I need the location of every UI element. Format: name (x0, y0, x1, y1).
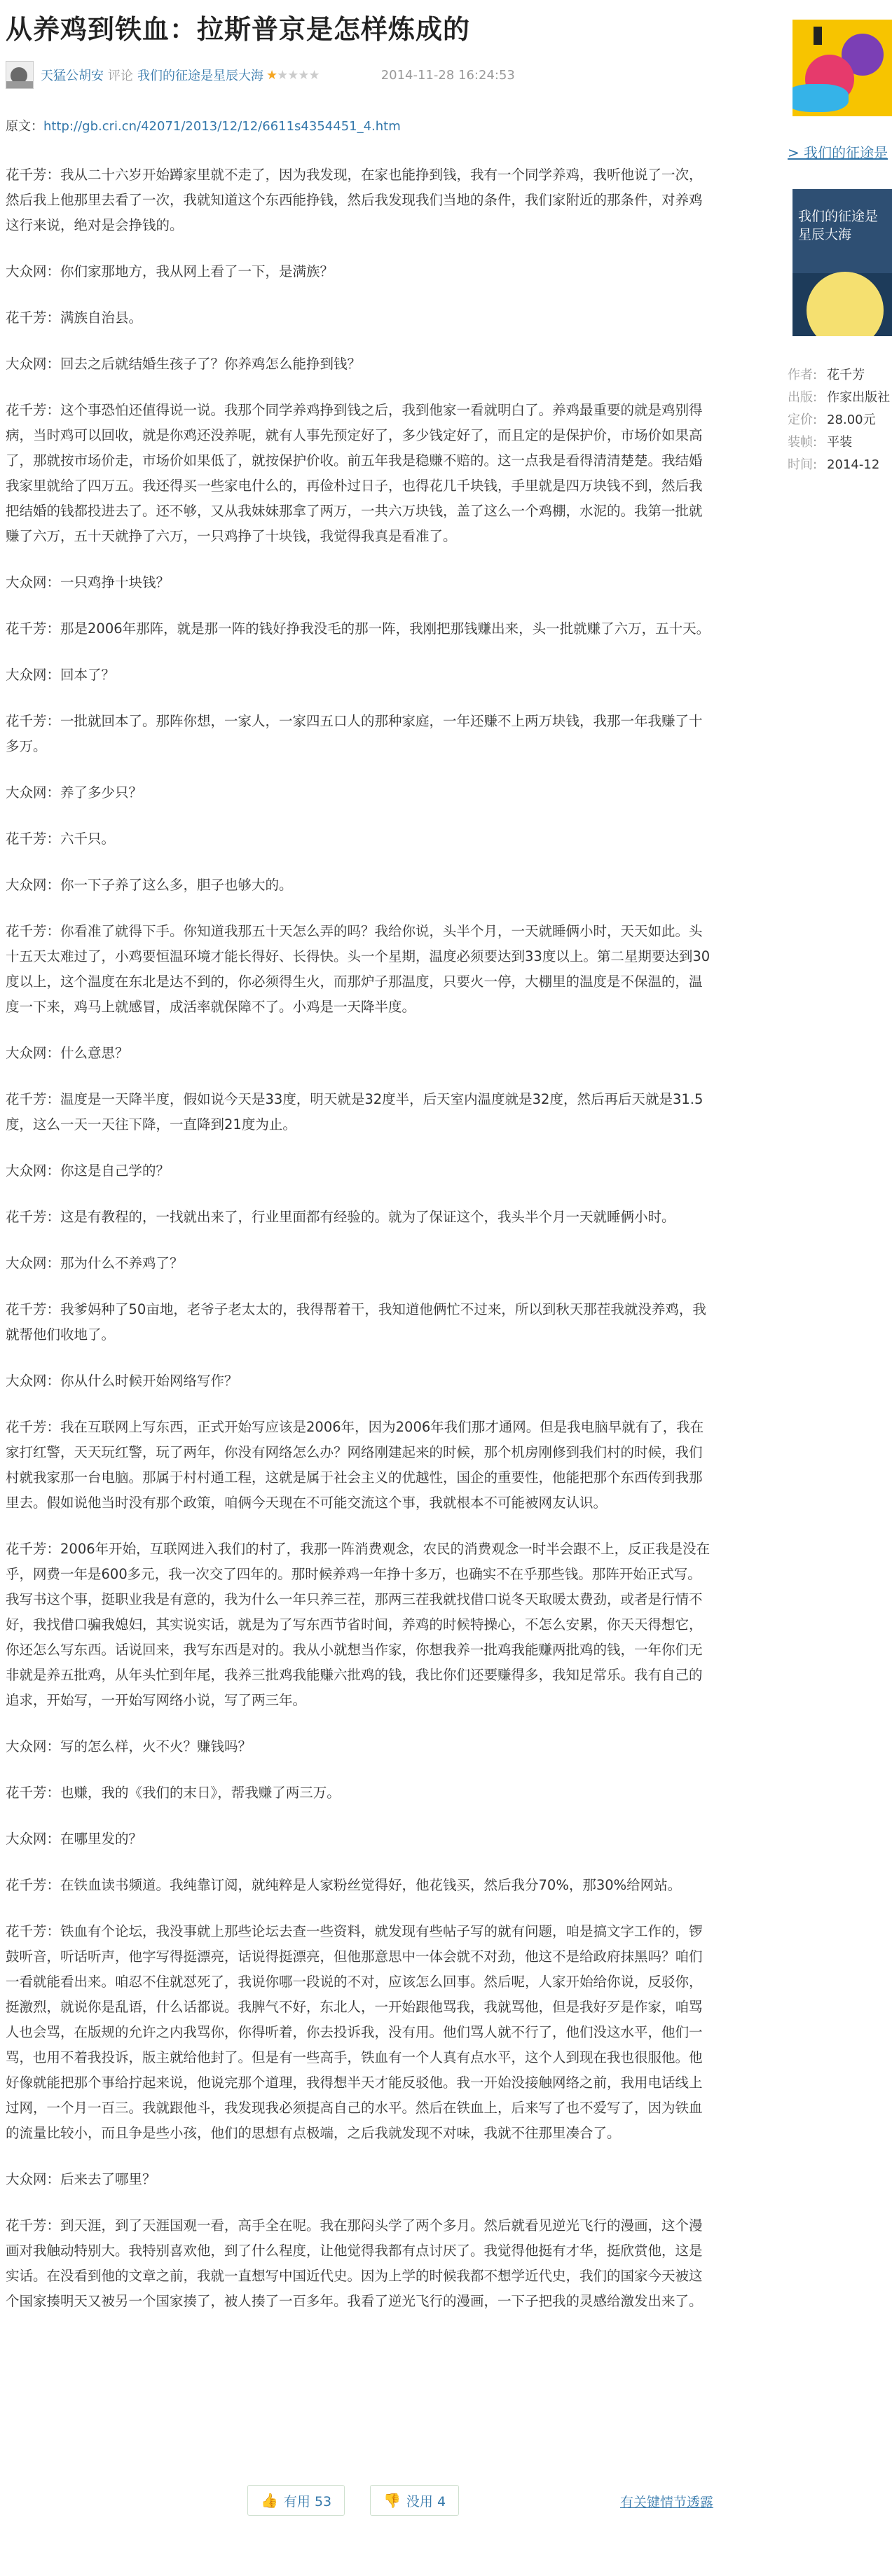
review-paragraph: 大众网：你这是自己学的？ (6, 1163, 170, 1179)
review-paragraph: 花千芳：这个事恐怕还值得说一说。我那个同学养鸡挣到钱之后，我到他家一看就明白了。养鸡最重要的就是鸡别得病，当时鸡可以回收，就是你鸡还没养呢，就有人事先预定好了，多少钱定好了，而且定的是保护价，市场价如果高了，那就按市场价走，市场价如果低了，就按保护价收。前五年我是稳赚不赔的。这一点我是看得清清楚楚。我结婚我家里就给了四万五。我还得买一些家电什么的，再俭朴过日子，也得花几千块钱，手里就是四万块钱不到，然后我把结婚的钱都投进去了。还不够，又从我妹妹那拿了两万，一共六万块钱，盖了这么一个鸡棚，水泥的。我第一批就赚了六万，五十天就挣了六万，一只鸡挣了十块钱，我觉得我真是看准了。 (6, 402, 703, 544)
useful-label: 有用 53 (283, 2493, 332, 2509)
info-row: 定价: 28.00元 (788, 413, 876, 427)
star-on-icon: ★ (266, 67, 277, 83)
review-paragraph: 大众网：你从什么时候开始网络写作？ (6, 1373, 238, 1389)
review-paragraph: 大众网：你们家那地方，我从网上看了一下，是满族？ (6, 263, 334, 279)
review-paragraph: 大众网：一只鸡挣十块钱？ (6, 574, 170, 590)
original-label: 原文： (6, 119, 43, 134)
info-row: 时间: 2014-12 (788, 457, 880, 472)
review-main (6, 0, 713, 2335)
review-paragraph: 大众网：你一下子养了这么多，胆子也够大的。 (6, 877, 293, 893)
review-content (6, 162, 713, 2314)
cover-title-line1: 我们的征途是 (798, 209, 879, 224)
star-off-icon: ★★★★ (277, 67, 320, 83)
avatar[interactable] (6, 61, 34, 89)
review-meta (6, 60, 713, 90)
review-paragraph: 花千芳：那是2006年那阵，就是那一阵的钱好挣我没毛的那一阵，我刚把那钱赚出来，头一批就赚了六万，五十天。 (6, 621, 711, 637)
original-source (6, 116, 713, 134)
review-paragraph: 花千芳：温度是一天降半度，假如说今天是33度，明天就是32度半，后天室内温度就是32度，然后再后天就是31.5度，这么一天一天往下降，一直降到21度为止。 (6, 1091, 704, 1133)
review-paragraph: 大众网：养了多少只？ (6, 784, 143, 801)
review-date: 2014-11-28 16:24:53 (380, 67, 515, 83)
review-paragraph: 大众网：写的怎么样，火不火？赚钱吗？ (6, 1738, 252, 1754)
review-paragraph: 大众网：在哪里发的？ (6, 1831, 143, 1847)
review-paragraph: 花千芳：六千只。 (6, 831, 116, 847)
review-paragraph: 大众网：那为什么不养鸡了？ (6, 1255, 184, 1271)
review-paragraph: 花千芳：也赚，我的《我们的末日》，帮我赚了两三万。 (6, 1785, 341, 1801)
review-paragraph: 大众网：什么意思？ (6, 1045, 129, 1061)
sidebar-book-link[interactable]: > 我们的征途是 (788, 144, 888, 161)
thumbs-down-icon: 👎 (383, 2492, 401, 2509)
useful-button[interactable] (247, 2485, 345, 2516)
review-paragraph: 大众网：回本了？ (6, 667, 116, 683)
review-paragraph: 花千芳：我在互联网上写东西，正式开始写应该是2006年，因为2006年我们那才通网。但是我电脑早就有了，我在家打红警，天天玩红警，玩了两年，你没有网络怎么办？网络刚建起来的时候，那个机房刚修到我们村的时候，我们村就我家那一台电脑。那属于村村通工程，这就是属于社会主义的优越性，国企的重要性，他能把那个东西传到我那里去。假如说他当时没有那个政策，咱俩今天现在不可能交流这个事，我就根本不可能被网友认识。 (6, 1419, 704, 1511)
review-paragraph: 花千芳：到天涯，到了天涯国观一看，高手全在呢。我在那闷头学了两个多月。然后就看见逆光飞行的漫画，这个漫画对我触动特别大。我特别喜欢他，到了什么程度，让他觉得我都有点讨厌了。我觉得他挺有才华，挺欣赏他，这是实话。在没看到他的文章之前，我就一直想写中国近代史。因为上学的时候我都不想学近代史，我们的国家今天被这个国家揍明天又被另一个国家揍了，被人揍了一百多年。我看了逆光飞行的漫画，一下子把我的灵感给激发出来了。 (6, 2217, 703, 2309)
book-link[interactable]: 我们的征途是星辰大海 (137, 69, 263, 83)
useless-button[interactable] (370, 2485, 459, 2516)
review-paragraph: 花千芳：一批就回本了。那阵你想，一家人，一家四五口人的那种家庭，一年还赚不上两万块钱，我那一年我赚了十多万。 (6, 713, 703, 754)
review-paragraph: 花千芳：这是有教程的，一找就出来了，行业里面都有经验的。就为了保证这个，我头半个月一天就睡俩小时。 (6, 1209, 675, 1225)
cover-title-line2: 星辰大海 (798, 227, 852, 242)
review-paragraph: 大众网：后来去了哪里？ (6, 2171, 156, 2187)
review-paragraph: 花千芳：在铁血读书频道。我纯靠订阅，就纯粹是人家粉丝觉得好，他花钱买，然后我分70%，那30%给网站。 (6, 1877, 682, 1893)
ad-image[interactable] (792, 20, 892, 116)
book-info (788, 364, 890, 476)
review-footer (6, 2479, 713, 2521)
book-cover[interactable] (792, 189, 892, 336)
page-title: 从养鸡到铁血：拉斯普京是怎样炼成的 (6, 14, 471, 45)
review-paragraph: 花千芳：满族自治县。 (6, 310, 143, 326)
review-paragraph: 花千芳：我爹妈种了50亩地，老爷子老太太的，我得帮着干，我知道他俩忙不过来，所以到秋天那茬我就没养鸡，我就帮他们收地了。 (6, 1301, 706, 1343)
review-word: 评论 (108, 69, 133, 83)
review-paragraph: 大众网：回去之后就结婚生孩子了？你养鸡怎么能挣到钱？ (6, 356, 362, 372)
info-row: 作者: 花千芳 (788, 368, 865, 382)
info-row: 出版: 作家出版社 (788, 390, 891, 405)
rating-stars (266, 68, 320, 83)
info-row: 装帧: 平装 (788, 435, 853, 450)
review-paragraph: 花千芳：2006年开始，互联网进入我们的村了，我那一阵消费观念，农民的消费观念一时半会跟不上，反正我是没在乎，网费一年是600多元，我一次交了四年的。那时候养鸡一年挣十多万，也确实不在乎那些钱。那阵开始正式写。我写书这个事，挺职业我是有意的，我为什么一年只养三茬，那两三茬我就找借口说冬天取暖太费劲，或者是行情不好，我找借口骗我媳妇，其实说实话，就是为了写东西节省时间，养鸡的时候特操心，不怎么安累，你天天得想它，你还怎么写东西。话说回来，我写东西是对的。我从小就想当作家，你想我养一批鸡我能赚两批鸡的钱，一年你们无非就是养五批鸡，从年头忙到年尾，我养三批鸡我能赚六批鸡的钱，我比你们还要赚得多，我知足常乐。我有自己的追求，开始写，一开始写网络小说，写了两三年。 (6, 1541, 711, 1708)
review-paragraph: 花千芳：铁血有个论坛，我没事就上那些论坛去查一些资料，就发现有些帖子写的就有问题，咱是搞文字工作的，锣鼓听音，听话听声，他字写得挺漂亮，话说得挺漂亮，但他那意思中一体会就不对劲，他这不是给政府抹黑吗？咱们一看就能看出来。咱忍不住就怼死了，我说你哪一段说的不对，应该怎么回事。然后呢，人家开始给你说，反驳你，挺激烈，就说你是乱语，什么话都说。我脾气不好，东北人，一开始跟他骂我，我就骂他，但是我好歹是作家，咱骂人也会骂，在版规的允许之内我骂你，你得听着，你去投诉我，没有用。他们骂人就不行了，他们没这水平，他们一骂，也用不着我投诉，版主就给他封了。但是有一些高手，铁血有一个人真有点水平，这个人到现在我也很服他。他好像就能把那个事给拧起来说，他说完那个道理，我得想半天才能反驳他。我一开始没接触网络之前，我用电话线上过网，一个月一百三。我就跟他斗，我发现我必须提高自己的水平。然后在铁血上，后来写了也不爱写了，因为铁血的流量比较小，而且争是些小孩，他们的思想有点极端，之后我就发现不对味，我就不往那里凑合了。 (6, 1923, 703, 2141)
thumbs-up-icon: 👍 (261, 2492, 278, 2509)
author-link[interactable]: 天猛公胡安 (41, 69, 104, 83)
review-paragraph: 花千芳：你看准了就得下手。你知道我那五十天怎么弄的吗？我给你说，头半个月，一天就睡俩小时，天天如此。头十五天太难过了，小鸡要恒温环境才能长得好、长得快。头一个星期，温度必须要达到33度以上。第二星期要达到30度以上，这个温度在东北是达不到的，你必须得生火，而那炉子那温度，只要火一停，大棚里的温度是不保温的，温度一下来，鸡马上就感冒，成活率就保障不了。小鸡是一天降半度。 (6, 923, 711, 1015)
useless-label: 没用 4 (406, 2493, 446, 2509)
original-url-link[interactable]: http://gb.cri.cn/42071/2013/12/12/6611s4354451_4.htm (43, 119, 401, 134)
review-paragraph: 花千芳：我从二十六岁开始蹲家里就不走了，因为我发现，在家也能挣到钱，我有一个同学养鸡，我听他说了一次，然后我上他那里去看了一次，我就知道这个东西能挣钱，然后我发现我们当地的条件，我们家附近的那条件，对养鸡这行来说，绝对是会挣钱的。 (6, 167, 703, 233)
spoiler-link[interactable]: 有关键情节透露 (619, 2495, 713, 2510)
